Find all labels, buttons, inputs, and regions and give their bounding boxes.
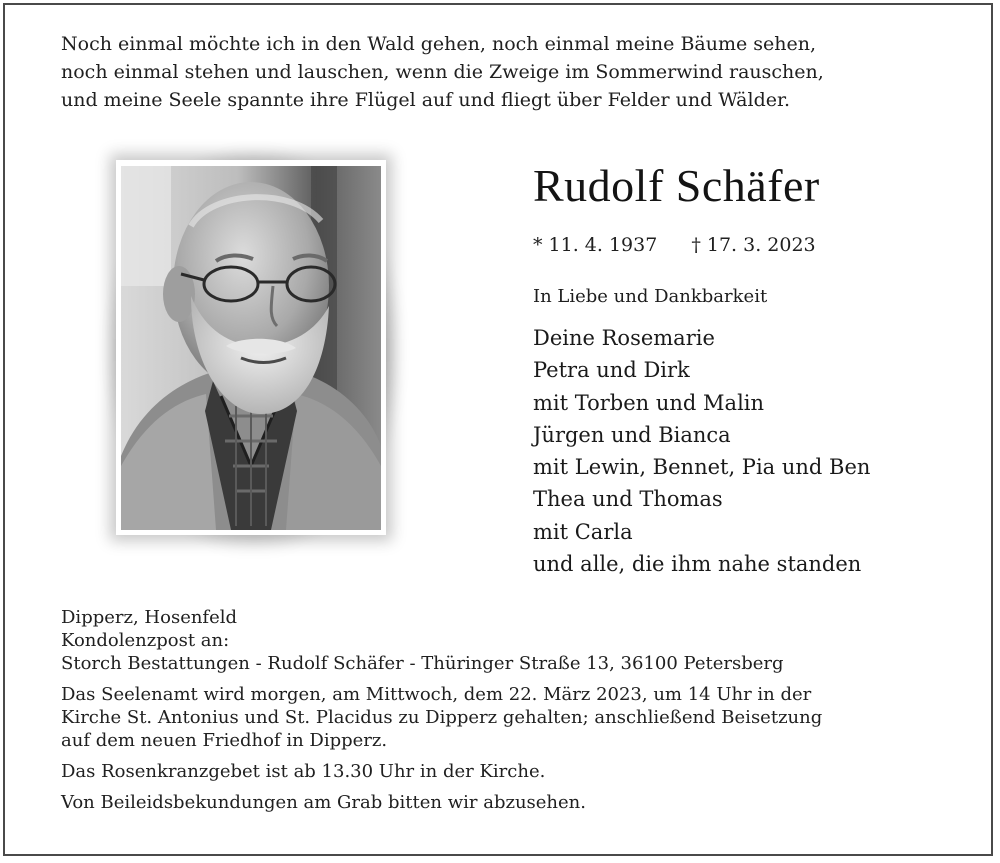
rosary-note: Das Rosenkranzgebet ist ab 13.30 Uhr in der Kirche. — [61, 761, 546, 782]
deceased-name: Rudolf Schäfer — [533, 160, 820, 211]
mourner-line: mit Torben und Malin — [533, 390, 765, 415]
condolence-address: Storch Bestattungen - Rudolf Schäfer - Thüringer Straße 13, 36100 Petersberg — [61, 653, 784, 674]
mourner-line: und alle, die ihm nahe standen — [533, 552, 862, 577]
mourner-line: Petra und Dirk — [533, 358, 690, 383]
mourner-line: mit Carla — [533, 519, 633, 544]
death-date: † 17. 3. 2023 — [691, 234, 816, 256]
birth-date: * 11. 4. 1937 — [533, 234, 658, 256]
portrait-photo — [121, 166, 381, 530]
poem-line: noch einmal stehen und lauschen, wenn die Zweige im Sommerwind rauschen, — [61, 61, 824, 83]
condolence-note: Von Beileidsbekundungen am Grab bitten wir abzusehen. — [61, 792, 586, 813]
mourner-line: Deine Rosemarie — [533, 326, 715, 350]
mourner-line: Jürgen und Bianca — [533, 422, 731, 447]
service-line: Kirche St. Antonius und St. Placidus zu Dipperz gehalten; anschließend Beisetzung — [61, 707, 823, 728]
life-dates — [533, 232, 816, 258]
poem-line: Noch einmal möchte ich in den Wald gehen, noch einmal meine Bäume sehen, — [61, 33, 817, 55]
mourner-line: Thea und Thomas — [533, 487, 723, 512]
service-announcement — [61, 683, 891, 752]
service-line: Das Seelenamt wird morgen, am Mittwoch, dem 22. März 2023, um 14 Uhr in der — [61, 684, 812, 705]
service-line: auf dem neuen Friedhof in Dipperz. — [61, 730, 388, 751]
condolence-label: Kondolenzpost an: — [61, 630, 230, 651]
footer-info — [61, 606, 891, 814]
location: Dipperz, Hosenfeld — [61, 607, 238, 628]
mourners-list — [533, 322, 870, 580]
poem — [61, 30, 881, 114]
mourner-line: mit Lewin, Bennet, Pia und Ben — [533, 455, 871, 480]
mourners-intro: In Liebe und Dankbarkeit — [533, 286, 768, 307]
portrait-image — [121, 166, 381, 530]
poem-line: und meine Seele spannte ihre Flügel auf und fliegt über Felder und Wälder. — [61, 89, 791, 111]
